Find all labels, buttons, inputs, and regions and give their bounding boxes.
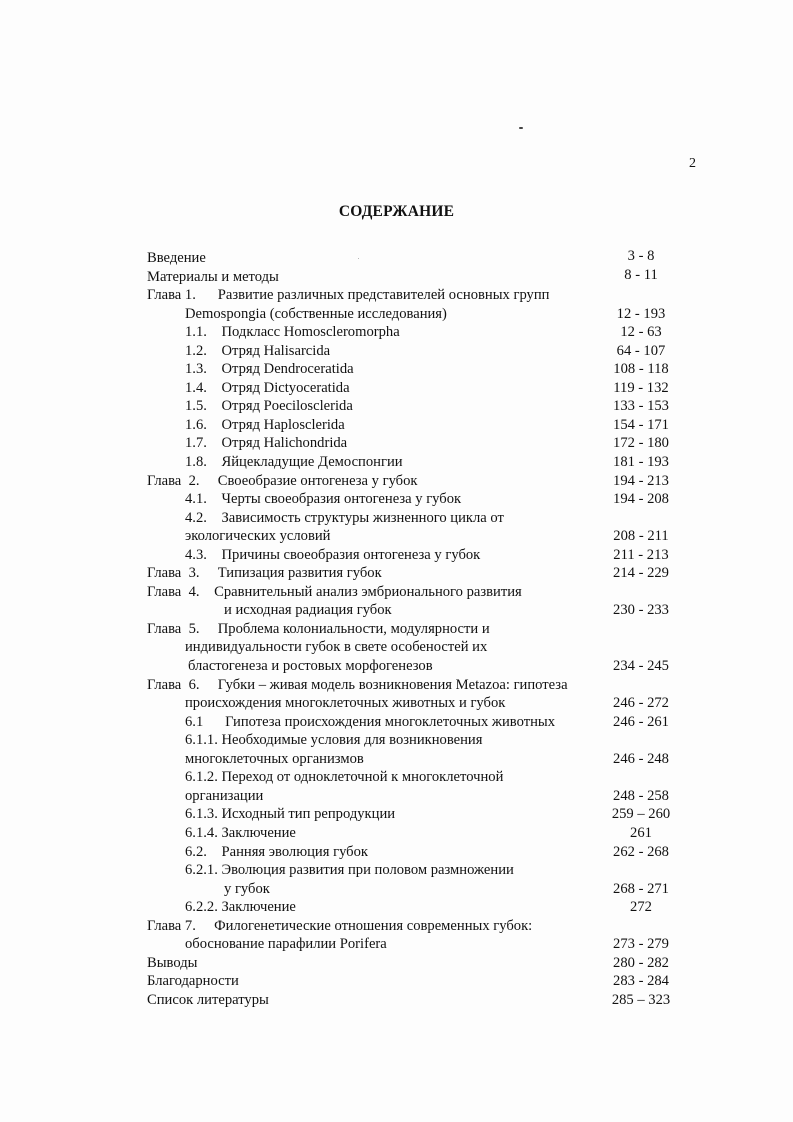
toc-entry <box>0 731 793 750</box>
page-number: 2 <box>689 156 696 171</box>
toc-entry-label: 1.1. Подкласс Homoscleromorpha <box>185 324 400 341</box>
toc-entry <box>0 972 793 991</box>
toc-entry-pages: 12 - 63 <box>620 324 662 341</box>
toc-entry <box>0 601 793 620</box>
toc-entry-label: Глава 5. Проблема колониальности, модулярности и <box>147 620 490 637</box>
toc-entry-label: Благодарности <box>147 973 239 990</box>
toc-entry-label: Глава 7. Филогенетические отношения современных губок: <box>147 917 533 934</box>
toc-entry-pages: 285 – 323 <box>611 991 671 1008</box>
toc-entry <box>0 620 793 639</box>
toc-entry-label: Материалы и методы <box>147 268 279 285</box>
toc-title: СОДЕРЖАНИЕ <box>338 203 455 220</box>
toc-entry <box>0 249 793 268</box>
toc-entry-pages: 3 - 8 <box>627 248 655 264</box>
toc-entry-label: 6.2.2. Заключение <box>185 899 296 916</box>
toc-entry <box>0 676 793 695</box>
toc-entry <box>0 434 793 453</box>
toc-entry <box>0 268 793 287</box>
toc-entry-pages: 268 - 271 <box>613 880 669 897</box>
toc-entry-label: Глава 3. Типизация развития губок <box>147 565 382 582</box>
toc-entry-pages: 108 - 118 <box>613 361 669 378</box>
toc-entry <box>0 861 793 880</box>
toc-entry-pages: 194 - 208 <box>613 491 669 508</box>
toc-entry-label: 4.1. Черты своеобразия онтогенеза у губок <box>185 491 462 508</box>
toc-entry <box>0 546 793 565</box>
toc-entry-pages: 246 - 248 <box>613 750 669 767</box>
toc-entry <box>0 954 793 973</box>
toc-entry-label: 1.7. Отряд Halichondrida <box>185 435 348 452</box>
toc-entry-label: 6.1.1. Необходимые условия для возникновения <box>185 732 483 749</box>
toc-entry <box>0 898 793 917</box>
toc-entry-label: 6.2.1. Эволюция развития при половом размножении <box>185 862 514 879</box>
toc-entry-label: бластогенеза и ростовых морфогенезов <box>188 658 433 675</box>
toc-entry-label: 1.3. Отряд Dendroceratida <box>185 361 354 378</box>
toc-entry-label: у губок <box>224 880 270 897</box>
toc-entry <box>0 917 793 936</box>
toc-entry <box>0 305 793 324</box>
toc-entry-label: происхождения многоклеточных животных и губок <box>185 695 506 712</box>
toc-entry-pages: 208 - 211 <box>613 528 669 545</box>
toc-entry-pages: 12 - 193 <box>616 305 666 322</box>
toc-entry-label: 1.4. Отряд Dictyoceratida <box>185 379 350 396</box>
toc-entry-label: Глава 1. Развитие различных представителей основных групп <box>147 287 550 304</box>
toc-entry-label: организации <box>185 787 264 804</box>
toc-entry-label: 6.1.2. Переход от одноклеточной к многоклеточной <box>185 769 504 786</box>
toc-entry <box>0 991 793 1010</box>
toc-entry <box>0 416 793 435</box>
toc-entry <box>0 638 793 657</box>
toc-entry-pages: 246 - 261 <box>613 713 669 730</box>
toc-entry <box>0 880 793 899</box>
toc-entry-label: 6.2. Ранняя эволюция губок <box>185 843 368 860</box>
toc-entry-label: 4.2. Зависимость структуры жизненного цикла от <box>185 509 504 526</box>
toc-entry-pages: 273 - 279 <box>613 936 669 953</box>
toc-entry-pages: 211 - 213 <box>613 546 669 563</box>
toc-entry-label: Глава 4. Сравнительный анализ эмбрионального развития <box>147 583 522 600</box>
toc-entry <box>0 342 793 361</box>
toc-entry-label: и исходная радиация губок <box>224 602 392 619</box>
toc-entry-label: Список литературы <box>147 991 269 1008</box>
toc-entry <box>0 397 793 416</box>
toc-entry-pages: 248 - 258 <box>613 787 669 804</box>
toc-entry <box>0 509 793 528</box>
toc-entry-pages: 214 - 229 <box>613 565 669 582</box>
toc-entry-pages: 283 - 284 <box>613 973 669 990</box>
toc-entry-label: экологических условий <box>185 528 331 545</box>
toc-entry-label: Введение <box>147 250 206 266</box>
toc-entry <box>0 787 793 806</box>
toc-entry-label: Глава 6. Губки – живая модель возникновения Metazoa: гипотеза <box>147 676 568 693</box>
toc-entry <box>0 713 793 732</box>
toc-entry-pages: 261 <box>630 824 652 841</box>
toc-entry-pages: 262 - 268 <box>613 843 669 860</box>
toc-entry <box>0 768 793 787</box>
toc-entry <box>0 379 793 398</box>
toc-entry-pages: 181 - 193 <box>613 454 669 471</box>
toc-entry-label: 6.1.3. Исходный тип репродукции <box>185 806 396 823</box>
toc-entry-pages: 234 - 245 <box>613 658 669 675</box>
toc-entry <box>0 323 793 342</box>
toc-entry-pages: 133 - 153 <box>613 398 669 415</box>
toc-entry-pages: 119 - 132 <box>613 379 669 396</box>
toc-entry-label: Выводы <box>147 954 198 971</box>
toc-entry-pages: 259 – 260 <box>611 806 671 823</box>
toc-entry <box>0 583 793 602</box>
toc-entry <box>0 564 793 583</box>
toc-entry <box>0 694 793 713</box>
toc-entry <box>0 472 793 491</box>
toc-entry-pages: 64 - 107 <box>616 342 666 359</box>
toc-entry-pages: 154 - 171 <box>613 416 669 433</box>
toc-entry-label: 1.8. Яйцекладущие Демоспонгии <box>185 454 403 471</box>
toc-entry-label: 6.1 Гипотеза происхождения многоклеточных животных <box>185 713 555 730</box>
toc-entry <box>0 527 793 546</box>
toc-entry-label: 4.3. Причины своеобразия онтогенеза у губок <box>185 546 481 563</box>
toc-entry-pages: 246 - 272 <box>613 695 669 712</box>
toc-entry <box>0 286 793 305</box>
toc-entry-label: 1.6. Отряд Haplosclerida <box>185 416 345 433</box>
toc-entry <box>0 935 793 954</box>
toc-entry-pages: 172 - 180 <box>613 435 669 452</box>
toc-entry-label: индивидуальности губок в свете особеностей их <box>185 639 488 656</box>
toc-entry-label: 6.1.4. Заключение <box>185 824 296 841</box>
toc-entry-pages: 280 - 282 <box>613 954 669 971</box>
toc-entry <box>0 490 793 509</box>
table-of-contents <box>0 249 793 1009</box>
toc-entry-label: Demospongia (собственные исследования) <box>185 305 447 322</box>
toc-entry-label: 1.5. Отряд Poecilosclerida <box>185 398 353 415</box>
toc-entry-label: 1.2. Отряд Halisarcida <box>185 342 331 359</box>
toc-entry-pages: 272 <box>630 899 652 916</box>
toc-entry <box>0 657 793 676</box>
toc-entry-pages: 230 - 233 <box>613 602 669 619</box>
toc-entry-label: обоснование парафилии Porifera <box>185 936 387 953</box>
toc-entry <box>0 453 793 472</box>
toc-entry <box>0 360 793 379</box>
scan-speck <box>519 127 523 129</box>
toc-entry-pages: 194 - 213 <box>613 472 669 489</box>
toc-entry <box>0 824 793 843</box>
toc-entry <box>0 805 793 824</box>
toc-entry-pages: 8 - 11 <box>624 266 658 283</box>
toc-entry-label: многоклеточных организмов <box>185 750 364 767</box>
toc-entry <box>0 843 793 862</box>
toc-entry <box>0 750 793 769</box>
toc-entry-label: Глава 2. Своеобразие онтогенеза у губок <box>147 472 418 489</box>
